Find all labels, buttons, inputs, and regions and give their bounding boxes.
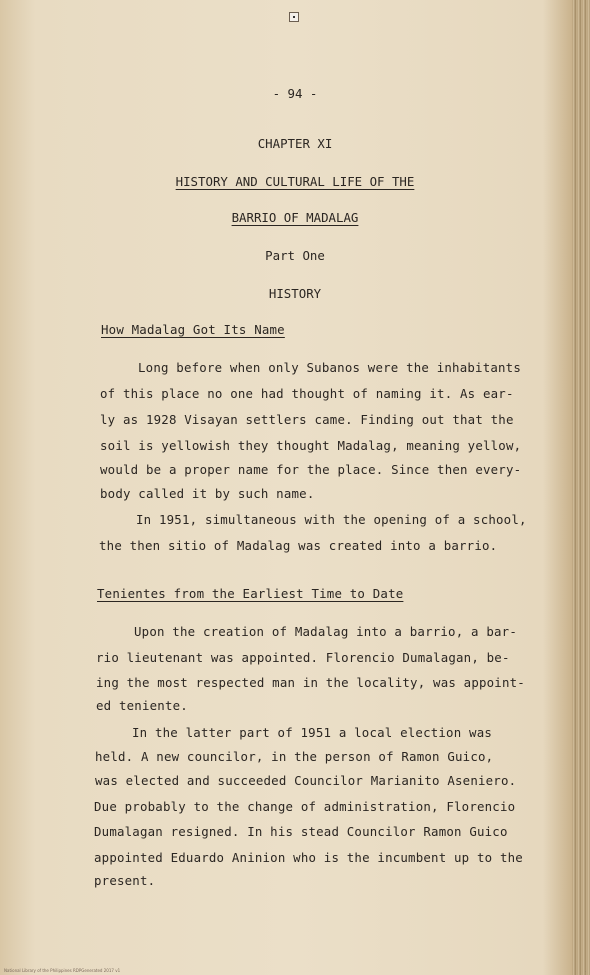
chapter-title-line2: BARRIO OF MADALAG — [231, 210, 359, 225]
paragraph-line: present. — [94, 873, 156, 888]
paragraph-line: ed teniente. — [96, 698, 188, 713]
page-number: - 94 - — [272, 86, 318, 101]
paragraph-line: body called it by such name. — [100, 486, 315, 501]
paragraph-line: In 1951, simultaneous with the opening of a school, — [136, 512, 527, 527]
history-heading: HISTORY — [268, 286, 322, 301]
paragraph-line: would be a proper name for the place. Since then every- — [100, 462, 522, 477]
paragraph-line: appointed Eduardo Aninion who is the incumbent up to the — [94, 850, 523, 865]
part-heading: Part One — [265, 248, 325, 263]
paragraph-line: ing the most respected man in the locality, was appoint- — [96, 675, 525, 690]
paragraph-line: ly as 1928 Visayan settlers came. Finding out that the — [100, 412, 514, 427]
scan-footer-right: . — [584, 968, 586, 973]
binding-clip-icon — [289, 12, 299, 22]
paragraph-line: Long before when only Subanos were the inhabitants — [138, 360, 521, 375]
paragraph-line: soil is yellowish they thought Madalag, meaning yellow, — [100, 438, 522, 453]
section-heading-name-origin: How Madalag Got Its Name — [101, 322, 285, 337]
paragraph-line: held. A new councilor, in the person of Ramon Guico, — [95, 749, 494, 764]
paragraph-line: of this place no one had thought of naming it. As ear- — [100, 386, 514, 401]
paragraph-line: Upon the creation of Madalag into a barrio, a bar- — [134, 624, 517, 639]
chapter-title-line1: HISTORY AND CULTURAL LIFE OF THE — [175, 174, 415, 189]
chapter-heading: CHAPTER XI — [257, 136, 333, 151]
paragraph-line: rio lieutenant was appointed. Florencio Dumalagan, be- — [96, 650, 510, 665]
paragraph-line: was elected and succeeded Councilor Marianito Aseniero. — [95, 773, 517, 788]
section-heading-tenientes: Tenientes from the Earliest Time to Date — [97, 586, 404, 601]
scan-footer: National Library of the Philippines RDPGenerated 2017 v1 — [4, 968, 121, 973]
paragraph-line: the then sitio of Madalag was created into a barrio. — [99, 538, 498, 553]
paragraph-line: Dumalagan resigned. In his stead Councilor Ramon Guico — [94, 824, 508, 839]
paragraph-line: Due probably to the change of administration, Florencio — [94, 799, 516, 814]
paragraph-line: In the latter part of 1951 a local election was — [132, 725, 493, 740]
